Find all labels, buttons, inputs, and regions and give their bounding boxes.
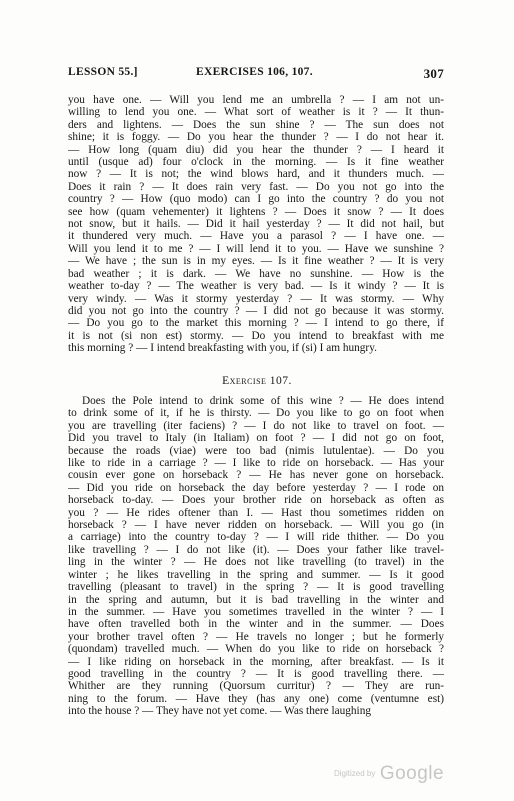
text-line: willing to lend you one. — What sort of weather is it ? — It thun- xyxy=(68,106,444,119)
text-line: winter ; he likes travelling in the spring and summer. — Is it good xyxy=(68,568,444,581)
google-logo: Google xyxy=(379,763,445,784)
text-line: your brother travel often ? — He travels no longer ; but he formerly xyxy=(68,630,444,643)
text-line: weather to-day ? — The weather is very bad. — Is it windy ? — It is xyxy=(68,280,444,293)
text-line: like to ride in a carriage ? — I like to ride on horseback. — Has your xyxy=(68,457,444,470)
text-line: you have one. — Will you lend me an umbrella ? — I am not un- xyxy=(68,94,444,106)
text-line: ders and lightens. — Does the sun shine ? — The sun does not xyxy=(68,118,444,131)
section-title: Exercise 107. xyxy=(222,375,292,387)
text-line: — I like riding on horseback in the morning, after breakfast. — Is it xyxy=(68,655,444,668)
exercise-106-text xyxy=(68,94,444,355)
text-line: Whither are they running (Quorsum curritur) ? — They are run- xyxy=(68,680,444,693)
text-line: see how (quam vehementer) it lightens ? — Does it snow ? — It does xyxy=(68,205,444,218)
text-line: (quondam) travelled much. — When do you like to ride on horseback ? xyxy=(68,643,444,656)
text-line: it is not (si non est) stormy. — Do you intend to breakfast with me xyxy=(68,329,444,342)
text-line: like travelling ? — I do not like (it). — Does your father like travel- xyxy=(68,543,444,556)
text-line: until (usque ad) four o'clock in the morning. — Is it fine weather xyxy=(68,156,444,169)
text-line: because the roads (viae) were too bad (nimis lutulentae). — Do you xyxy=(68,444,444,457)
page-number: 307 xyxy=(423,66,444,81)
text-line: have often travelled both in the winter and in the summer. — Does xyxy=(68,618,444,631)
text-line: — How long (quam diu) did you hear the thunder ? — I heard it xyxy=(68,143,444,156)
text-line: you ? — He rides oftener than I. — Hast thou sometimes ridden on xyxy=(68,506,444,519)
text-line: bad weather ; it is dark. — We have no sunshine. — How is the xyxy=(68,267,444,280)
text-line: a carriage) into the country to-day ? — I will ride thither. — Do you xyxy=(68,531,444,544)
text-line: — We have ; the sun is in my eyes. — Is it fine weather ? — It is very xyxy=(68,255,444,268)
text-line: cousin ever gone on horseback ? — He has never gone on horseback. xyxy=(68,469,444,482)
text-line: now ? — It is not; the wind blows hard, and it thunders much. — xyxy=(68,168,444,181)
text-line: Does the Pole intend to drink some of this wine ? — He does intend xyxy=(82,395,444,407)
exercise-107-text xyxy=(68,395,444,718)
text-line: it thundered very much. — Have you a parasol ? — I have one. — xyxy=(68,230,444,243)
text-line: you are travelling (iter faciens) ? — I do not like to travel on foot. — xyxy=(68,419,444,432)
text-line: this morning ? — I intend breakfasting with you, if (si) I am hungry. xyxy=(68,342,377,355)
text-line: Does it rain ? — It does rain very fast. — Do you not go into the xyxy=(68,180,444,193)
text-line: Will you lend it to me ? — I will lend it to you. — Have we sunshine ? xyxy=(68,242,444,255)
text-line: travelling (pleasant to travel) in the spring ? — It is good travelling xyxy=(68,581,444,594)
text-line: ling in the winter ? — He does not like travelling (to travel) in the xyxy=(68,556,444,569)
text-line: country ? — How (quo modo) can I go into the country ? do you not xyxy=(68,193,444,206)
text-line: shine; it is foggy. — Do you hear the thunder ? — I do not hear it. xyxy=(68,131,444,144)
text-line: in the summer. — Have you sometimes travelled in the winter ? — I xyxy=(68,605,444,618)
text-line: ning to the forum. — Have they (has any one) come (ventumne est) xyxy=(68,692,444,705)
text-line: into the house ? — They have not yet come. — Was there laughing xyxy=(68,705,371,718)
digitized-watermark xyxy=(334,763,444,785)
text-line: did you not go into the country ? — I did not go because it was stormy. xyxy=(68,304,444,317)
text-line: Did you travel to Italy (in Italiam) on foot ? — I did not go on foot, xyxy=(68,432,444,445)
text-line: not snow, but it hails. — Did it hail yesterday ? — It did not hail, but xyxy=(68,218,444,231)
text-line: horseback to-day. — Does your brother ride on horseback as often as xyxy=(68,494,444,507)
text-line: good travelling in the country ? — It is good travelling there. — xyxy=(68,667,444,680)
text-line: — Did you ride on horseback the day before yesterday ? — I rode on xyxy=(68,481,444,494)
text-line: very windy. — Was it stormy yesterday ? — It was stormy. — Why xyxy=(68,292,444,305)
running-header xyxy=(68,66,444,82)
watermark-prefix: Digitized by xyxy=(334,769,376,778)
exercises-label: EXERCISES 106, 107. xyxy=(196,66,313,78)
text-line: to drink some of it, if he is thirsty. — Do you like to go on foot when xyxy=(68,407,444,420)
text-line: horseback ? — I have never ridden on horseback. — Will you go (in xyxy=(68,519,444,532)
text-line: — Do you go to the market this morning ? — I intend to go there, if xyxy=(68,317,444,330)
lesson-label: LESSON 55.] xyxy=(68,66,138,78)
text-line: in the spring and autumn, but it is bad travelling in the winter and xyxy=(68,593,444,606)
